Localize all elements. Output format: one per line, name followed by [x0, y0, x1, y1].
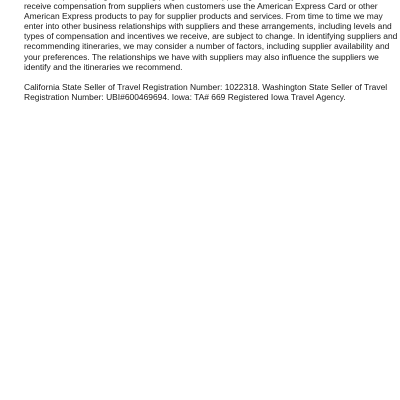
- text-line: recommending itineraries, we may consider a number of factors, including supplier availability and: [24, 41, 390, 52]
- text-line: Registration Number: UBI#600469694. Iowa: TA# 669 Registered Iowa Travel Agency.: [24, 91, 346, 102]
- text-line: identify and the itineraries we recommend.: [24, 61, 183, 72]
- text-line: your preferences. The relationships we have with suppliers may also influence the suppliers we: [24, 51, 379, 62]
- supplier-disclosure-paragraph: [24, 0, 398, 72]
- text-line: enter into other business relationships with suppliers and these arrangements, including levels and: [24, 21, 392, 32]
- text-line: receive compensation from suppliers when customers use the American Express Card or other: [24, 1, 378, 12]
- paragraph-spacer: [24, 72, 388, 82]
- document-page: [24, 0, 398, 102]
- seller-of-travel-registration-paragraph: [24, 82, 388, 102]
- text-line: types of compensation and incentives we receive, are subject to change. In identifying suppliers and: [24, 31, 398, 42]
- text-line: California State Seller of Travel Registration Number: 1022318. Washington State Seller of Travel: [24, 81, 388, 92]
- text-line: American Express products to pay for supplier products and services. From time to time we may: [24, 11, 383, 22]
